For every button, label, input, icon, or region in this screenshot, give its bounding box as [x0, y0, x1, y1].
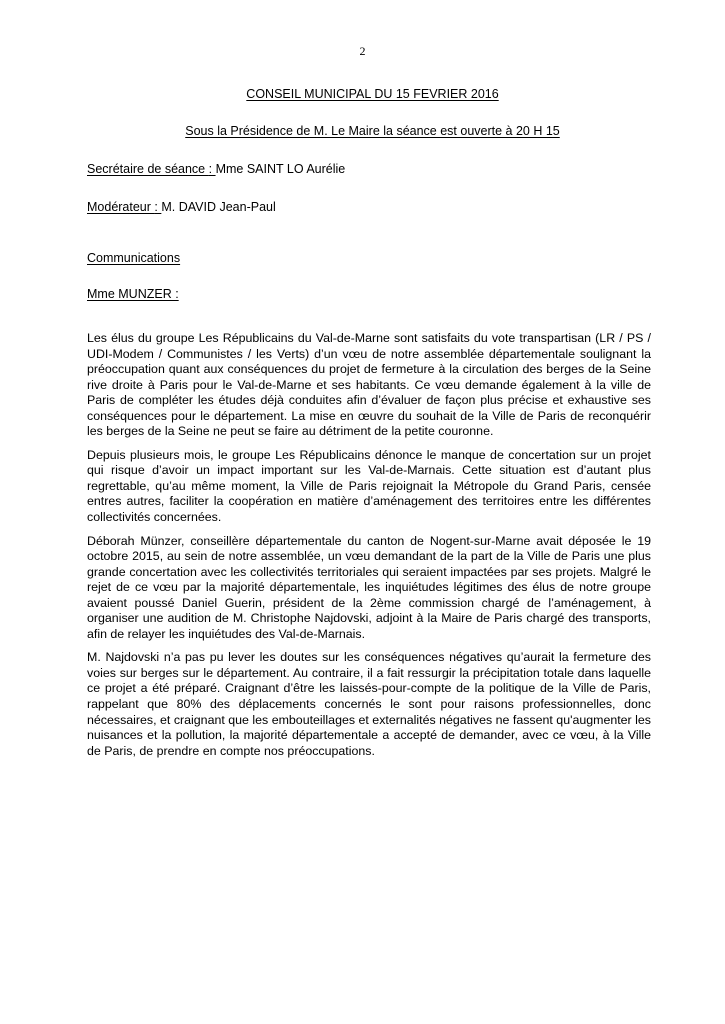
- secretary-separator: :: [208, 162, 216, 176]
- moderator-name: M. DAVID Jean-Paul: [161, 200, 276, 214]
- section-heading: [87, 251, 180, 265]
- moderator-line: [87, 200, 276, 214]
- secretary-label: Secrétaire de séance: [87, 162, 209, 176]
- document-title-text: CONSEIL MUNICIPAL DU 15 FEVRIER 2016: [246, 87, 499, 101]
- paragraph: Depuis plusieurs mois, le groupe Les Républicains dénonce le manque de concertation sur un projet qui risque d’avoir un impact important sur les Val-de-Marnais. Cette situation est d’autant plus regrettable, qu’au même moment, la Ville de Paris rejoignait la Métropole du Grand Paris, censée entres autres, faciliter la coopération en matière d’aménagement des territoires entre les différentes collectivités concernées.: [87, 447, 651, 525]
- section-title: Communications: [87, 251, 181, 265]
- speaker-name: Mme MUNZER :: [87, 287, 179, 301]
- page-number: 2: [359, 44, 366, 58]
- speaker-heading: [87, 287, 179, 301]
- paragraph: Les élus du groupe Les Républicains du Val-de-Marne sont satisfaits du vote transpartisan (LR / PS / UDI-Modem / Communistes / les Verts) d’un vœu de notre assemblée départementale soulignant la préoccupation quant aux conséquences du projet de fermeture à la circulation des berges de la Seine rive droite à Paris pour le Val-de-Marne et ses habitants. Ce vœu demande également à la ville de Paris de compléter les études déjà conduites afin d’évaluer de façon plus précise et exhaustive ses conséquences pour le département. La mise en œuvre du souhait de la Ville de Paris de reconquérir les berges de la Seine ne peut se faire au détriment de la petite couronne.: [87, 331, 651, 439]
- body-text: [87, 331, 651, 767]
- paragraph: M. Najdovski n’a pas pu lever les doutes sur les conséquences négatives qu’aurait la fermeture des voies sur berges sur le département. Au contraire, il a fait ressurgir la précipitation totale dans laquelle ce projet a été préparé. Craignant d’être les laissés-pour-compte de la politique de la Ville de Paris, rappelant que 80% des déplacements concernés le sont pour raisons professionnelles, donc nécessaires, et craignant que les embouteillages et externalités négatives ne fassent qu'augmenter les nuisances et la pollution, la majorité départementale a accepté de demander, avec ce vœu, à la Ville de Paris, de prendre en compte nos préoccupations.: [87, 650, 651, 758]
- secretary-name: Mme SAINT LO Aurélie: [215, 162, 346, 176]
- session-opening: [10, 124, 725, 138]
- document-title: [10, 87, 725, 101]
- moderator-separator: :: [154, 200, 162, 214]
- paragraph: Déborah Münzer, conseillère départementale du canton de Nogent-sur-Marne avait déposée le 19 octobre 2015, au sein de notre assemblée, un vœu demandant de la part de la Ville de Paris une plus grande concertation avec les collectivités territoriales qui seraient impactées par ses projets. Malgré le rejet de ce vœu par la majorité départementale, les inquiétudes légitimes des élus de notre groupe avaient poussé Daniel Guerin, président de la 2ème commission chargé de l’aménagement, à organiser une audition de M. Christophe Najdovski, adjoint à la Maire de Paris chargé des transports, afin de relayer les inquiétudes des Val-de-Marnais.: [87, 533, 651, 641]
- secretary-line: [87, 162, 345, 176]
- session-opening-text: Sous la Présidence de M. Le Maire la séance est ouverte à 20 H 15: [185, 124, 560, 138]
- moderator-label: Modérateur: [87, 200, 155, 214]
